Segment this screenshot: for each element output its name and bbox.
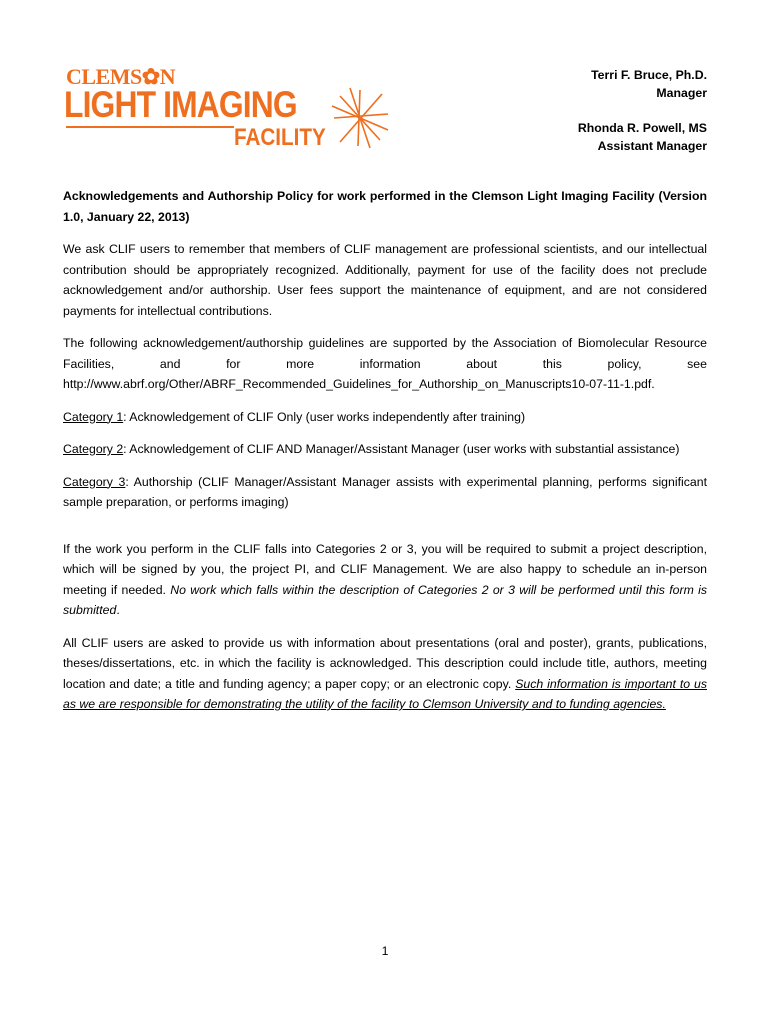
reporting-text: All CLIF users are asked to provide us with information about presentations (oral and poster), grants, publications, theses/dissertations, etc. in which the facility is acknowledged. This description could include title, authors, meeting location and date; a title and funding agency; a paper copy; or an electronic copy. xyxy=(63,635,707,691)
manager-2-name: Rhonda R. Powell, MS xyxy=(577,121,707,135)
category-3-text: : Authorship (CLIF Manager/Assistant Manager assists with experimental planning, performs significant sample preparation, or performs imaging) xyxy=(63,474,707,509)
category-1 xyxy=(63,407,707,428)
light-burst-icon xyxy=(330,86,390,150)
reporting-emphasis: Such information is important to us as we are responsible for demonstrating the utility of the facility to Clemson University and to funding agencies. xyxy=(63,676,707,711)
category-3-label: Category 3 xyxy=(63,474,126,489)
manager-block xyxy=(578,66,707,155)
manager-2-title: Assistant Manager xyxy=(597,139,707,153)
submission-text: If the work you perform in the CLIF falls into Categories 2 or 3, you will be required to submit a project description, which will be signed by you, the project PI, and CLIF Management. We are also happy to schedule an in-person meeting if needed. xyxy=(63,541,707,597)
paragraph-guidelines xyxy=(63,333,707,395)
document-body xyxy=(63,186,707,727)
paragraph-reporting xyxy=(63,633,707,715)
category-2 xyxy=(63,439,707,460)
manager-1-name: Terri F. Bruce, Ph.D. xyxy=(591,68,707,82)
page-number: 1 xyxy=(381,944,389,958)
paw-icon: ✿ xyxy=(141,64,160,89)
submission-end: . xyxy=(116,603,120,617)
paragraph-submission xyxy=(63,539,707,621)
logo-rule xyxy=(66,126,234,128)
category-1-text: : Acknowledgement of CLIF Only (user works independently after training) xyxy=(123,409,526,424)
logo-clemson-text: CLEMS✿N xyxy=(66,64,176,89)
guidelines-text: The following acknowledgement/authorship guidelines are supported by the Association of Biomolecular Resource Facilities, and for more information about this policy, see xyxy=(63,336,707,371)
guidelines-url[interactable]: http://www.abrf.org/Other/ABRF_Recommended_Guidelines_for_Authorship_on_Manuscripts10-07-11-1.pdf. xyxy=(63,377,655,391)
paragraph-intro: We ask CLIF users to remember that members of CLIF management are professional scientists, and our intellectual contribution should be appropriately recognized. Additionally, payment for use of the facility does not preclude acknowledgement and/or authorship. User fees support the maintenance of equipment, and are not considered payments for intellectual contributions. xyxy=(63,242,707,318)
manager-1-title: Manager xyxy=(656,86,707,100)
category-2-label: Category 2 xyxy=(63,442,124,456)
category-1-label: Category 1 xyxy=(63,409,124,424)
category-3 xyxy=(63,472,707,513)
category-2-text: : Acknowledgement of CLIF AND Manager/Assistant Manager (user works with substantial assistance) xyxy=(123,442,680,456)
clif-logo xyxy=(62,64,382,156)
submission-italic: No work which falls within the description of Categories 2 or 3 will be performed until this form is submitted xyxy=(63,582,707,617)
logo-light-imaging-text: LIGHT IMAGING xyxy=(64,84,297,125)
logo-facility-text: FACILITY xyxy=(234,124,326,151)
document-heading: Acknowledgements and Authorship Policy for work performed in the Clemson Light Imaging Facility (Version 1.0, January 22, 2013) xyxy=(63,189,707,224)
